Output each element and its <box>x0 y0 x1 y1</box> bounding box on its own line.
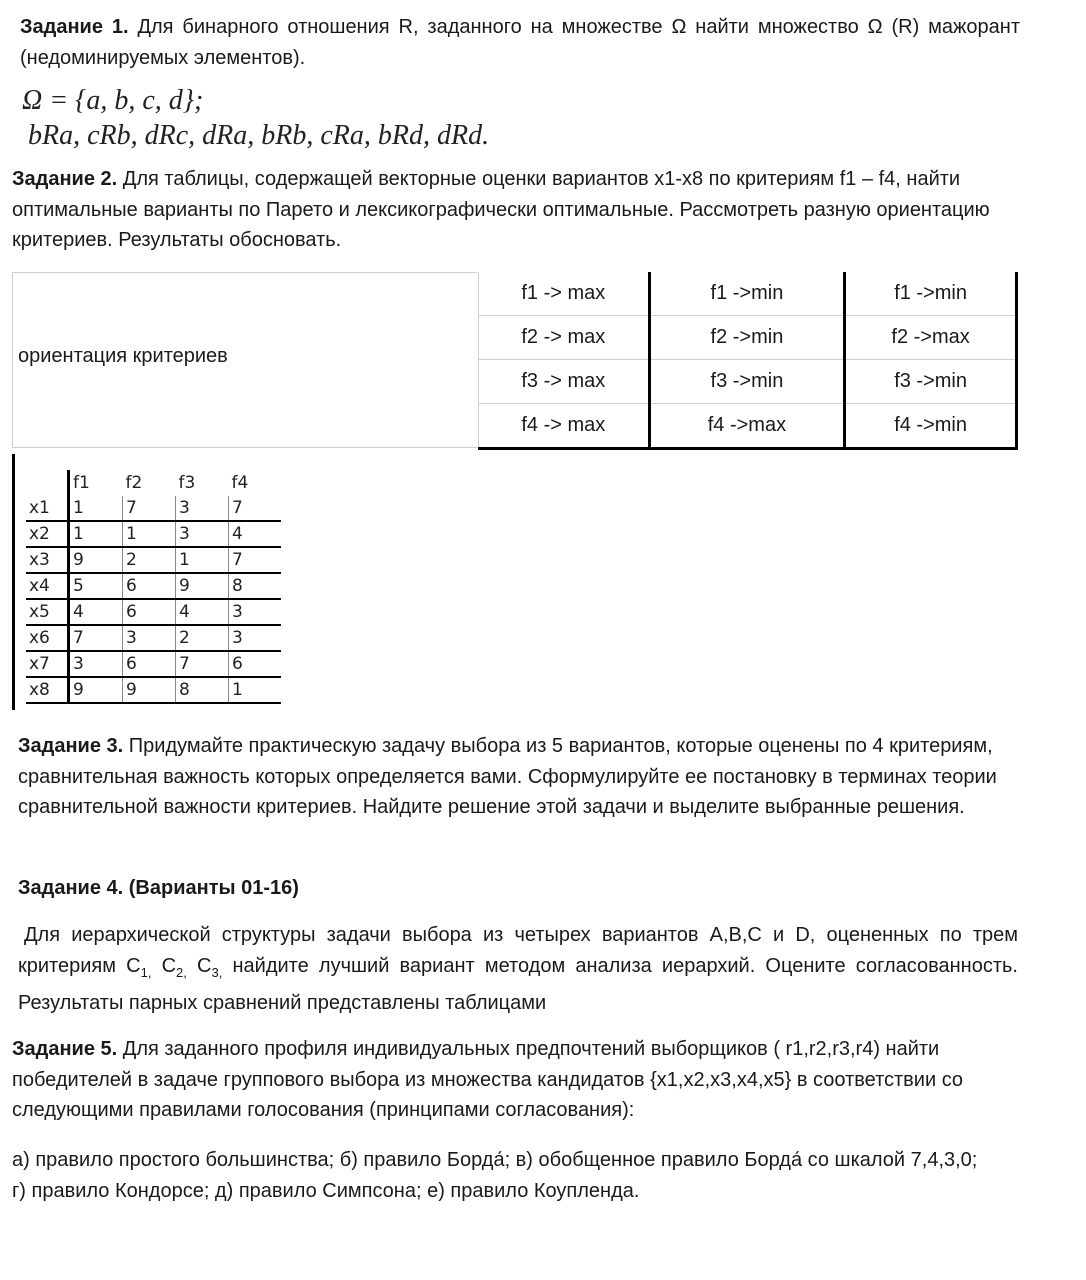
table-row <box>26 599 281 625</box>
header-cell: f4 <box>231 473 249 493</box>
table-row <box>26 573 281 599</box>
task5-title: Задание 5. <box>12 1038 118 1060</box>
orientation-row <box>479 316 1017 360</box>
task3-title: Задание 3. <box>18 735 124 757</box>
table-cell: 3 <box>229 599 282 625</box>
orientation-cell: f3 ->min <box>649 360 845 404</box>
orientation-row <box>479 272 1017 316</box>
table-cell: 8 <box>229 573 282 599</box>
table-cell: 1 <box>69 496 123 521</box>
table-cell: 1 <box>229 677 282 703</box>
table-row <box>26 677 281 703</box>
orientation-cell: f2 -> max <box>479 316 650 360</box>
table-cell: 3 <box>176 496 229 521</box>
table-cell: 3 <box>123 625 176 651</box>
table-cell: 2 <box>123 547 176 573</box>
row-label: x8 <box>26 677 69 703</box>
task4-text1: Для иерархической структуры задачи выбора из четырех вариантов A,B,C и D, оцененных по трем критериям <box>18 924 1018 977</box>
table-left-rule <box>12 454 15 710</box>
table-cell: 3 <box>176 521 229 547</box>
task2-paragraph <box>12 164 1022 256</box>
table-row <box>26 521 281 547</box>
table-cell: 4 <box>69 599 123 625</box>
orientation-cell: f4 ->min <box>845 404 1017 449</box>
orientation-label-cell <box>12 272 477 448</box>
relation-list: bRa, cRb, dRc, dRa, bRb, cRa, bRd, dRd. <box>28 120 490 151</box>
table-cell: 7 <box>176 651 229 677</box>
row-label: x7 <box>26 651 69 677</box>
table-cell: 1 <box>69 521 123 547</box>
orientation-cell: f3 -> max <box>479 360 650 404</box>
table-cell: 3 <box>229 625 282 651</box>
orientation-table <box>12 272 1018 448</box>
task3-paragraph <box>18 731 1018 823</box>
table-cell: 9 <box>123 677 176 703</box>
table-cell: 4 <box>229 521 282 547</box>
table-cell: 1 <box>123 521 176 547</box>
orientation-label: ориентация критериев <box>18 345 228 367</box>
task3-text: Придумайте практическую задачу выбора из 5 вариантов, которые оценены по 4 критериям, сравнительная важность которых определяется вами. Сформулируйте ее постановку в терминах теории сравнительной важности критериев. Найдите решение этой задачи и выделите выбранные решения. <box>18 735 997 818</box>
row-label: x1 <box>26 496 69 521</box>
task4-text2: найдите лучший вариант методом анализа иерархий. Оцените согласованность. Результаты парных сравнений представлены таблицами <box>18 954 1018 1014</box>
task1-text: Для бинарного отношения R, заданного на множестве Ω найти множество Ω (R) мажорант (недоминируемых элементов). <box>20 16 1020 69</box>
orientation-cell: f2 ->max <box>845 316 1017 360</box>
task5-paragraph <box>12 1034 1012 1126</box>
orientation-cell: f2 ->min <box>649 316 845 360</box>
table-cell: 7 <box>229 496 282 521</box>
table-cell: 9 <box>69 547 123 573</box>
table-cell: 6 <box>123 651 176 677</box>
criterion-c2: $C_{2,}$ <box>161 954 187 980</box>
table-cell: 3 <box>69 651 123 677</box>
table-cell: 6 <box>229 651 282 677</box>
task5-text: Для заданного профиля индивидуальных предпочтений выборщиков ( r1,r2,r3,r4) найти победителей в задаче группового выбора из множества кандидатов {x1,x2,x3,x4,x5} в соответствии со следующими правилами голосования (принципами согласования): <box>12 1038 964 1121</box>
table-row <box>26 651 281 677</box>
orientation-row <box>479 360 1017 404</box>
task4-title: Задание 4. (Варианты 01-16) <box>18 877 299 899</box>
table-cell: 2 <box>176 625 229 651</box>
header-cell: f2 <box>125 473 143 493</box>
row-label: x5 <box>26 599 69 625</box>
table-cell: 9 <box>69 677 123 703</box>
table-cell: 6 <box>123 599 176 625</box>
table-row <box>26 625 281 651</box>
omega-set: Ω = {a, b, c, d}; <box>22 85 204 116</box>
task2-title: Задание 2. <box>12 168 118 190</box>
table-cell: 7 <box>69 625 123 651</box>
header-cell: f1 <box>73 473 90 493</box>
table-cell: 6 <box>123 573 176 599</box>
orientation-cell: f4 ->max <box>649 404 845 449</box>
row-label: x3 <box>26 547 69 573</box>
task4-paragraph <box>18 920 1018 1019</box>
table-cell: 8 <box>176 677 229 703</box>
criterion-c3: $C_{3,}$ <box>197 954 223 980</box>
table-cell: 7 <box>229 547 282 573</box>
scores-header-row <box>26 470 281 496</box>
orientation-cell: f1 ->min <box>649 272 845 316</box>
table-cell: 1 <box>176 547 229 573</box>
header-cell: f3 <box>178 473 196 493</box>
task2-text: Для таблицы, содержащей векторные оценки вариантов x1-x8 по критериям f1 – f4, найти оптимальные варианты по Парето и лексикографически оптимальные. Рассмотреть разную ориентацию критериев. Результаты обосновать. <box>12 168 990 251</box>
scores-table <box>26 470 281 704</box>
orientation-cell: f1 -> max <box>479 272 650 316</box>
orientation-cell: f4 -> max <box>479 404 650 449</box>
table-cell: 4 <box>176 599 229 625</box>
table-row <box>26 496 281 521</box>
task1-title: Задание 1. <box>20 16 129 38</box>
table-cell: 7 <box>123 496 176 521</box>
voting-rules: а) правило простого большинства; б) правило Борда́; в) обобщенное правило Борда́ со шкалой 7,4,3,0; г) правило Кондорсе; д) правило Симпсона; е) правило Коупленда. <box>12 1149 978 1202</box>
criterion-c1: $C_{1,}$ <box>126 954 152 980</box>
orientation-grid <box>478 272 1018 450</box>
task4-heading <box>18 873 299 904</box>
table-cell: 5 <box>69 573 123 599</box>
table-row <box>26 547 281 573</box>
task1-paragraph <box>20 12 1020 73</box>
row-label: x4 <box>26 573 69 599</box>
orientation-cell: f3 ->min <box>845 360 1017 404</box>
orientation-row <box>479 404 1017 449</box>
row-label: x6 <box>26 625 69 651</box>
row-label: x2 <box>26 521 69 547</box>
header-cell <box>26 470 69 496</box>
orientation-cell: f1 ->min <box>845 272 1017 316</box>
table-cell: 9 <box>176 573 229 599</box>
